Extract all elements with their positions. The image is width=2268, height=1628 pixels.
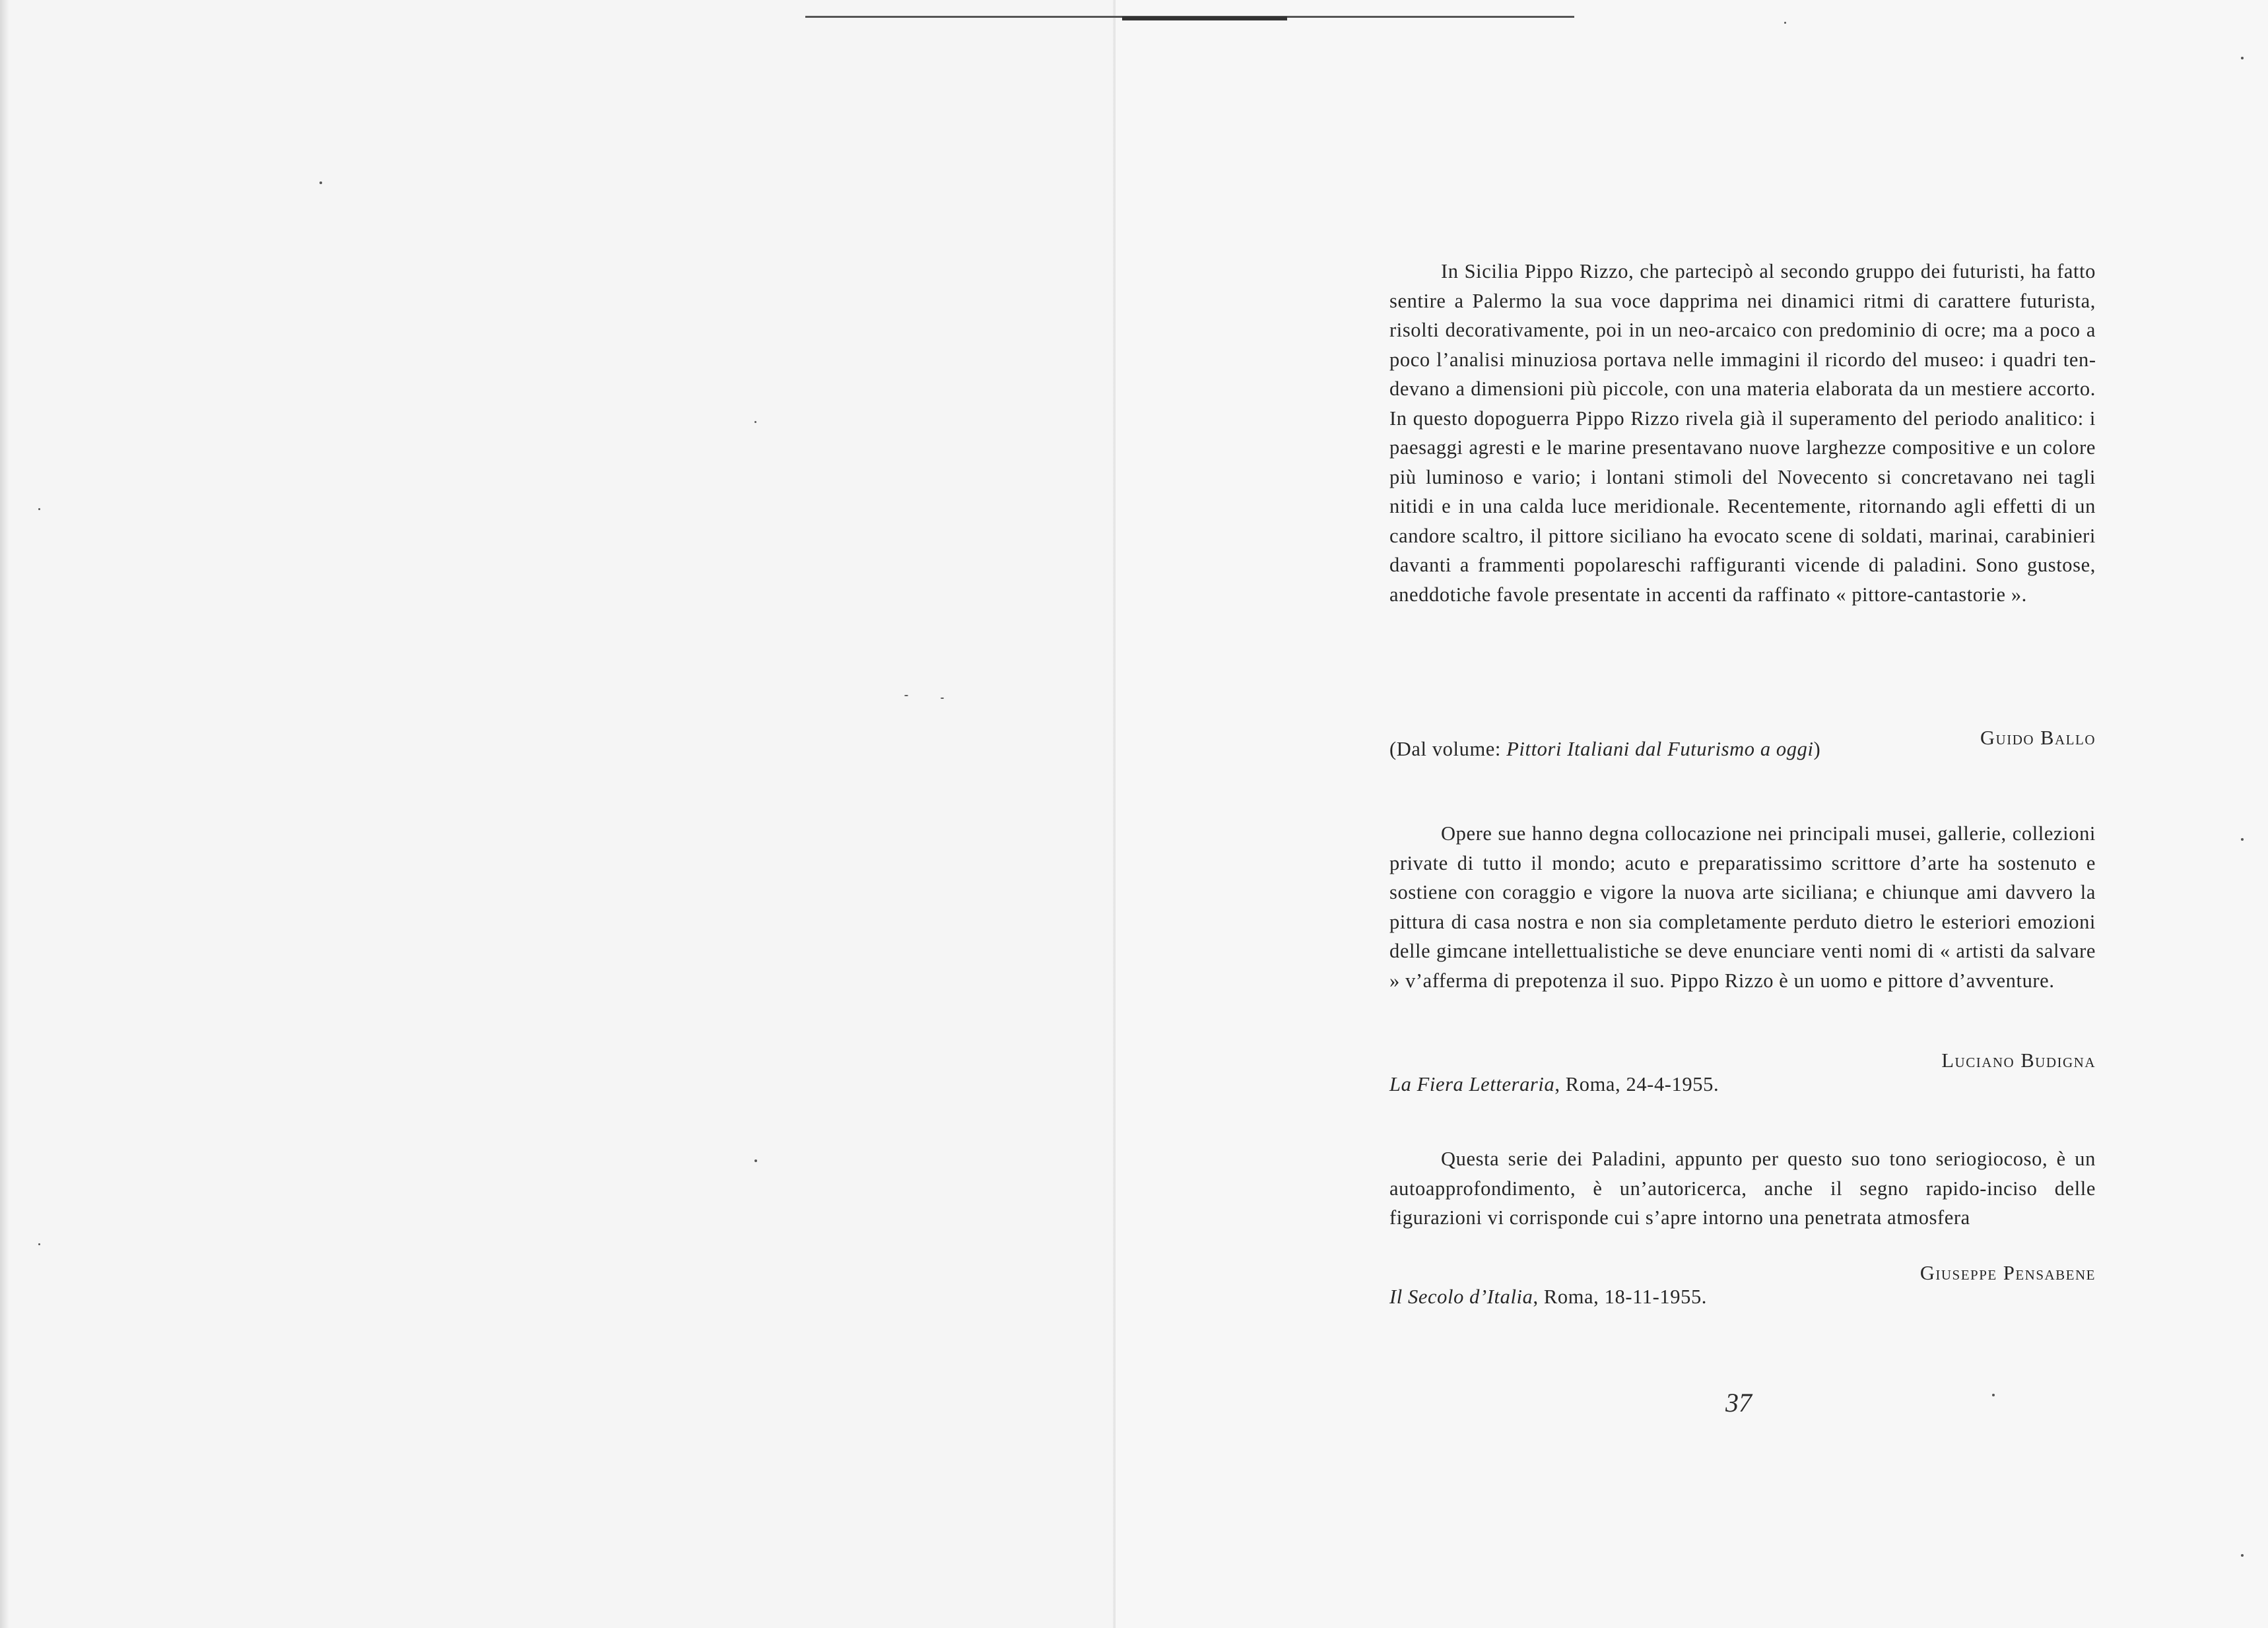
source-title: Il Secolo d’Italia — [1389, 1286, 1533, 1308]
scan-speck — [1784, 22, 1786, 24]
source-suffix: ) — [1813, 738, 1821, 760]
scan-speck — [904, 695, 908, 696]
source-budigna — [1389, 1073, 1719, 1096]
top-scan-rule-thick — [1122, 16, 1287, 20]
scan-speck — [38, 508, 40, 510]
scan-speck — [2241, 1554, 2244, 1557]
critique-ballo — [1389, 257, 2096, 609]
scan-speck — [2241, 838, 2244, 841]
author-pensabene: Giuseppe Pensabene — [1919, 1262, 2096, 1284]
source-prefix: (Dal volume: — [1389, 738, 1507, 760]
critique-budigna — [1389, 819, 2096, 995]
source-suffix: , Roma, 18-11-1955. — [1533, 1286, 1708, 1308]
paragraph-ballo: In Sicilia Pippo Rizzo, che partecipò al secondo gruppo dei futuristi, ha fatto sentire a Palermo la sua voce dapprima nei dinamici ritmi di carattere futurista, risolti decorativamente, poi in un neo-arcaico con predominio di ocre; ma a poco a poco l’analisi minuziosa portava nelle immagini il ricordo del museo: i quadri tendevano a dimensioni più piccole, con una materia elaborata da un mestiere accorto. In questo dopoguerra Pippo Rizzo rivela già il superamento del periodo analitico: i paesaggi agresti e le marine presentavano nuove larghezze compositive e un colore più luminoso e vario; i lontani stimoli del Novecento si concretavano nei tagli nitidi e in una calda luce meridionale. Recentemente, ritornando agli effetti di un candore scaltro, il pittore siciliano ha evocato scene di soldati, marinai, carabinieri davanti a frammenti popolareschi raffiguranti vicende di paladini. Sono gustose, aneddotiche favole presentate in accenti da raffinato « pittore-cantastorie ». — [1389, 260, 2096, 606]
right-page — [1116, 0, 2268, 1628]
source-suffix: , Roma, 24-4-1955. — [1554, 1073, 1719, 1095]
author-ballo: Guido Ballo — [1980, 727, 2096, 749]
page-number: 37 — [1725, 1388, 1752, 1417]
paragraph-budigna: Opere sue hanno degna collocazione nei principali musei, gallerie, collezioni private di tutto il mondo; acuto e preparatissimo scrittore d’arte ha sostenuto e sostiene con coraggio e vigore la nuova arte siciliana; e chiunque ami davvero la pittura di casa nostra e non sia completamente perduto dietro le esteriori emozioni delle gimcane intellettualistiche se deve enunciare venti nomi di « artisti da salvare » v’afferma di prepotenza il suo. Pippo Rizzo è un uomo e pittore d’avventure. — [1389, 822, 2096, 992]
source-title: La Fiera Letteraria — [1389, 1073, 1555, 1095]
scan-speck — [319, 181, 322, 184]
source-title: Pittori Italiani dal Futurismo a oggi — [1506, 738, 1814, 760]
author-budigna: Luciano Budigna — [1941, 1049, 2096, 1072]
scan-speck — [754, 1159, 757, 1162]
scan-speck — [1992, 1394, 1995, 1396]
critique-pensabene — [1389, 1144, 2096, 1233]
scan-speck — [754, 421, 756, 423]
attribution-ballo — [1389, 727, 2096, 766]
source-ballo — [1389, 738, 1820, 761]
scan-speck — [941, 698, 944, 699]
attribution-budigna — [1389, 1049, 2096, 1102]
scan-speck — [2241, 57, 2244, 59]
left-page-edge — [0, 0, 9, 1628]
source-pensabene — [1389, 1286, 1707, 1309]
paragraph-pensabene: Questa serie dei Paladini, appunto per questo suo tono seriogiocoso, è un autoapprofondimento, è un’autoricerca, anche il segno rapido-inciso delle figurazioni vi corrisponde cui s’apre intorno una penetrata atmosfera — [1389, 1148, 2096, 1229]
left-page-blank — [0, 0, 1116, 1628]
attribution-pensabene — [1389, 1262, 2096, 1315]
scan-speck — [38, 1243, 40, 1245]
